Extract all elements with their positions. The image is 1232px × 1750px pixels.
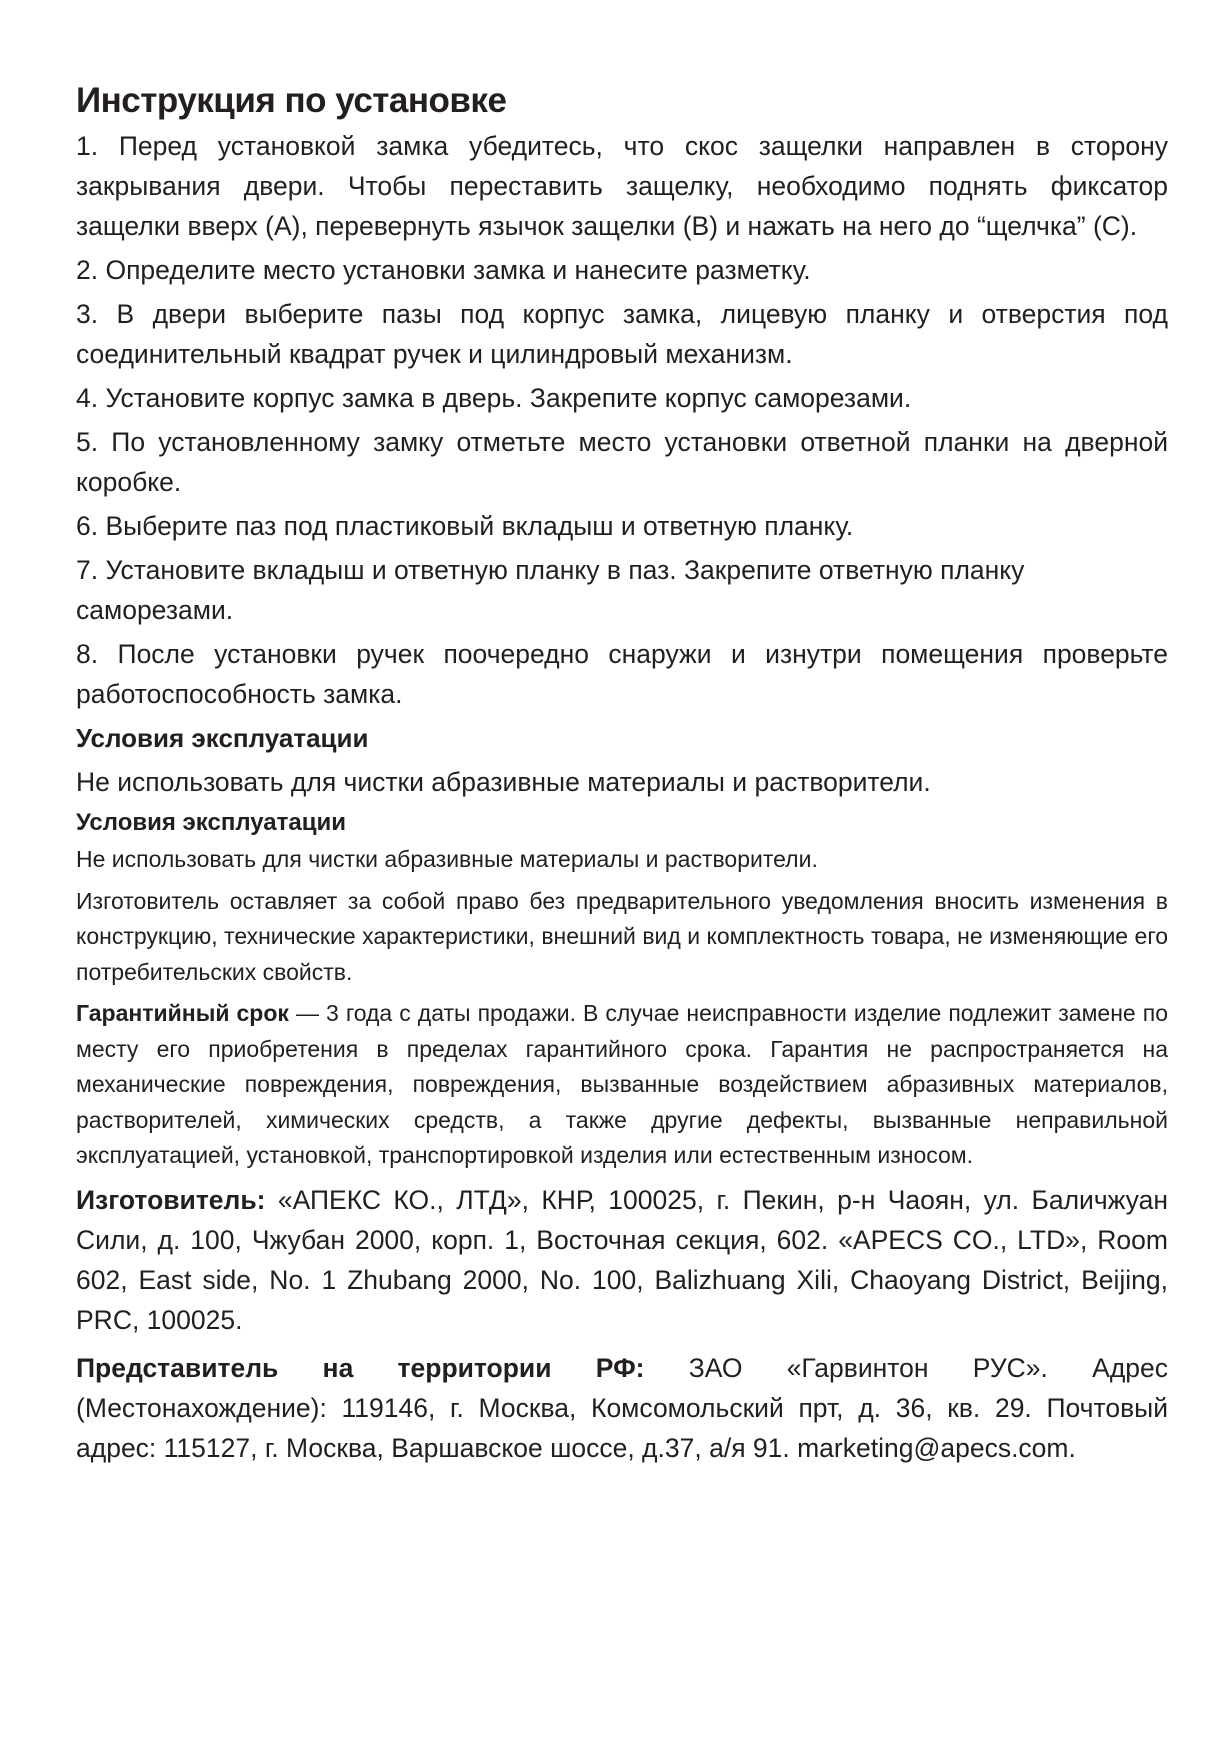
manufacturer-paragraph	[76, 1180, 1168, 1340]
step-8: 8. После установки ручек поочередно снаружи и изнутри помещения проверьте работоспособность замка.	[76, 639, 1168, 709]
step-4: 4. Установите корпус замка в дверь. Закрепите корпус саморезами.	[76, 383, 912, 413]
manufacturer-rights: Изготовитель оставляет за собой право без предварительного уведомления вносить изменения в конструкцию, технические характеристики, внешний вид и комплектность товара, не изменяющие его потребительских свойств.	[76, 887, 1168, 985]
representative-paragraph	[76, 1348, 1168, 1468]
usage-text-large: Не использовать для чистки абразивные материалы и растворители.	[76, 767, 931, 797]
representative-text: ЗАО «Гарвинтон РУС». Адрес (Местонахождение): 119146, г. Москва, Комсомольский прт, д. 36, кв. 29. Почтовый адрес: 115127, г. Москва, Варшавское шоссе, д.37, а/я 91. marketing@apecs.com.	[76, 1352, 1169, 1463]
usage-heading-small: Условия эксплуатации	[76, 809, 346, 836]
warranty-label: Гарантийный срок	[76, 1000, 289, 1026]
step-5: 5. По установленному замку отметьте место установки ответной планки на дверной коробке.	[76, 427, 1168, 497]
step-7: 7. Установите вкладыш и ответную планку в паз. Закрепите ответную планку саморезами.	[76, 555, 1025, 625]
step-3: 3. В двери выберите пазы под корпус замка, лицевую планку и отверстия под соединительный квадрат ручек и цилиндровый механизм.	[76, 299, 1168, 369]
page-title: Инструкция по установке	[76, 81, 507, 120]
step-1: 1. Перед установкой замка убедитесь, что скос защелки направлен в сторону закрывания двери. Чтобы переставить защелку, необходимо поднять фиксатор защелки вверх (А), перевернуть язычок защелки (В) и нажать на него до “щелчка” (С).	[76, 131, 1168, 241]
document-page	[76, 78, 1168, 1476]
usage-text-small: Не использовать для чистки абразивные материалы и растворители.	[76, 846, 818, 872]
warranty-paragraph	[76, 996, 1168, 1174]
step-2: 2. Определите место установки замка и нанесите разметку.	[76, 255, 811, 285]
usage-heading-large: Условия эксплуатации	[76, 723, 369, 753]
step-6: 6. Выберите паз под пластиковый вкладыш и ответную планку.	[76, 511, 854, 541]
representative-label: Представитель на территории РФ:	[76, 1352, 645, 1383]
manufacturer-text: «АПЕКС КО., ЛТД», КНР, 100025, г. Пекин, р-н Чаоян, ул. Баличжуан Сили, д. 100, Чжубан 2000, корп. 1, Восточная секция, 602. «APECS CO., LTD», Room 602, East side, No. 1 Zhubang 2000, No. 100, Balizhuang Xili, Chaoyang District, Beijing, PRC, 100025.	[76, 1184, 1168, 1335]
warranty-text: — 3 года с даты продажи. В случае неисправности изделие подлежит замене по месту его приобретения в пределах гарантийного срока. Гарантия не распространяется на механические повреждения, повреждения, вызванные воздействием абразивных материалов, растворителей, химических средств, а также другие дефекты, вызванные неправильной эксплуатацией, установкой, транспортировкой изделия или естественным износом.	[76, 1000, 1168, 1168]
manufacturer-label: Изготовитель:	[76, 1184, 266, 1215]
